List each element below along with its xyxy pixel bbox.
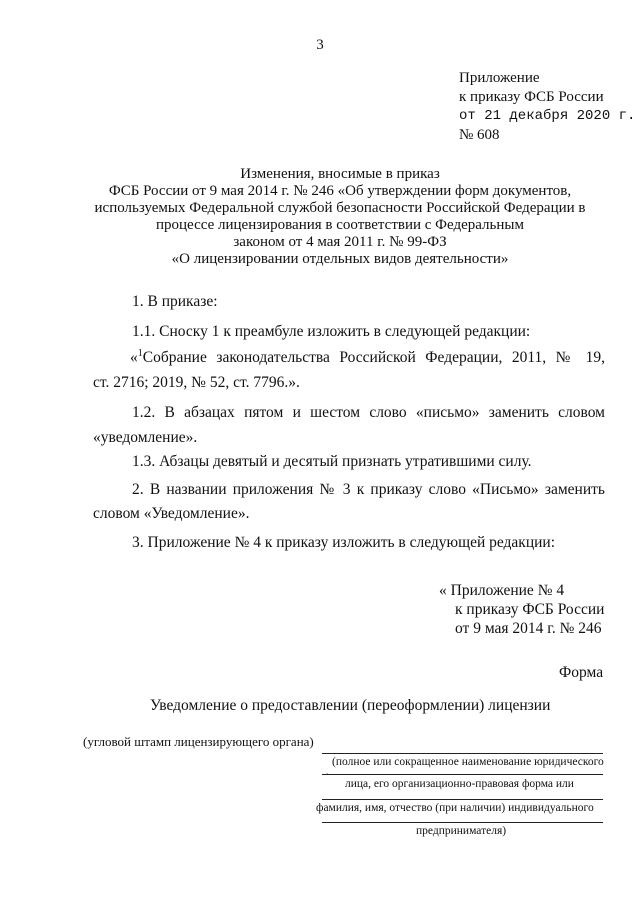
field-line-1 [322,753,603,754]
footnote-quote-line-2: ст. 2716; 2019, № 52, ст. 7796.». [93,374,300,391]
quote-open: « [130,349,138,366]
paragraph-2-line-2: словом «Уведомление». [93,505,250,522]
footnote-text-line-1: Собрание законодательства Российской Федерации, 2011, № 19, [142,349,605,366]
new-appendix-header [439,581,604,638]
notice-title: Уведомление о предоставлении (переоформлении) лицензии [150,697,551,714]
paragraph-1-3: 1.3. Абзацы девятый и десятый признать утратившими силу. [132,453,532,470]
paragraph-1: 1. В приказе: [132,293,218,310]
paragraph-3: 3. Приложение № 4 к приказу изложить в следующей редакции: [132,534,556,551]
paragraph-1-1: 1.1. Сноску 1 к преамбуле изложить в следующей редакции: [132,323,531,340]
paragraph-2-line-1: 2. В названии приложения № 3 к приказу слово «Письмо» заменить [132,481,605,498]
document-heading [40,166,640,268]
paragraph-1-2-line-2: «уведомление». [93,429,198,446]
stray-mark: ` [326,773,330,784]
new-appendix-order-ref: к приказу ФСБ России [455,601,605,618]
field-caption-line-2: лица, его организационно-правовая форма или [345,778,574,790]
appendix-number: № 608 [459,127,500,143]
appendix-header [459,69,635,145]
field-caption-line-1: (полное или сокращенное наименование юридического [332,756,604,768]
heading-line-2: ФСБ России от 9 мая 2014 г. № 246 «Об утверждении форм документов, [108,183,572,199]
heading-line-3: используемых Федеральной службой безопасности Российской Федерации в [94,200,586,216]
heading-line-4: процессе лицензирования в соответствии с Федеральным [156,217,524,233]
form-label: Форма [559,664,604,681]
heading-line-1: Изменения, вносимые в приказ [240,166,440,182]
footnote-quote-line-1 [130,345,605,370]
field-caption-line-3: фамилия, имя, отчество (при наличии) индивидуального [316,802,594,814]
paragraph-1-2-line-1: 1.2. В абзацах пятом и шестом слово «письмо» заменить словом [132,404,605,421]
new-appendix-title: « Приложение № 4 [439,582,565,599]
footnote-marker: 1 [137,348,143,359]
appendix-title: Приложение [459,70,540,86]
appendix-date: от 21 декабря 2020 г. [459,108,636,124]
field-line-2 [322,774,603,775]
field-line-3 [322,799,603,800]
stamp-label: (угловой штамп лицензирующего органа) [83,734,314,749]
field-line-4 [322,822,603,823]
appendix-order-ref: к приказу ФСБ России [459,89,604,105]
new-appendix-date: от 9 мая 2014 г. № 246 [455,620,602,637]
heading-line-6: «О лицензировании отдельных видов деятельности» [171,251,509,267]
field-caption-line-4: предпринимателя) [416,825,507,837]
page-number: 3 [316,37,324,53]
heading-line-5: законом от 4 мая 2011 г. № 99-ФЗ [233,234,447,250]
